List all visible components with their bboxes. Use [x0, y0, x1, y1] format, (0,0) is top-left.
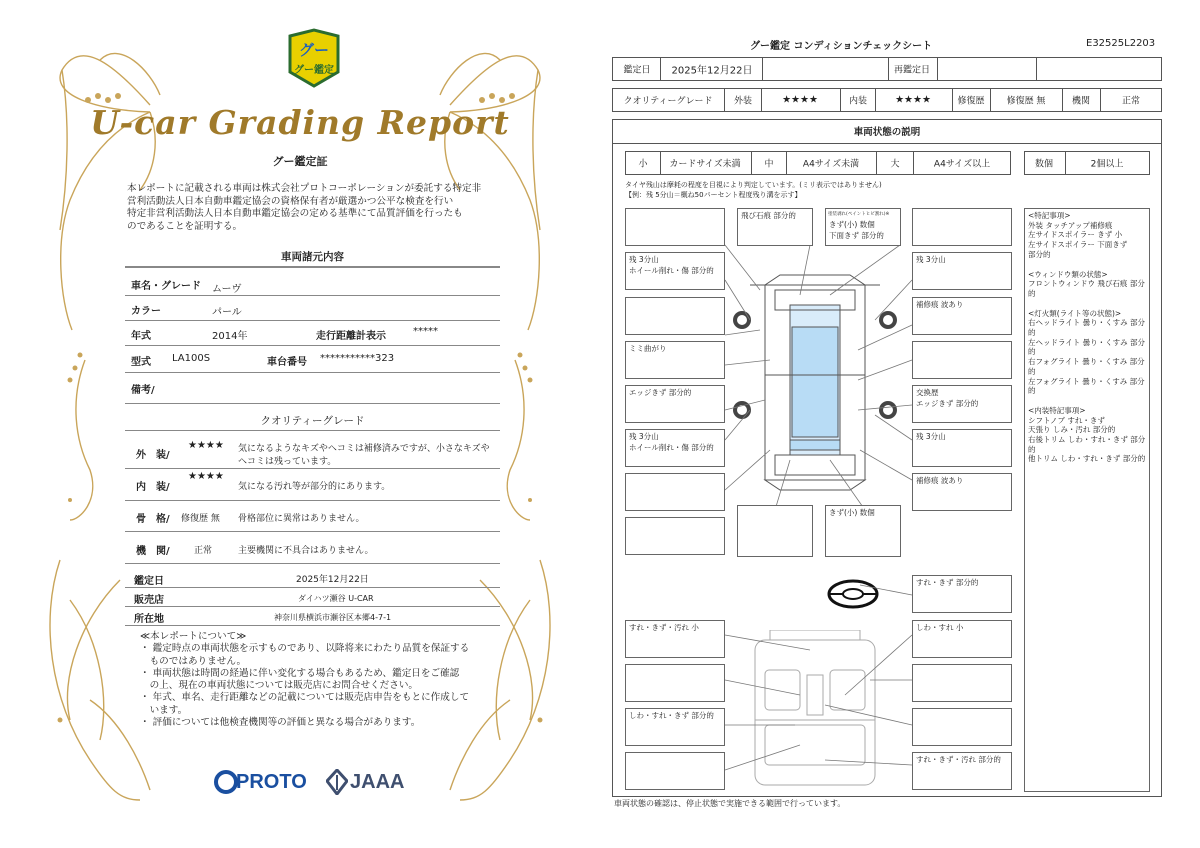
engine-value: 正常	[1121, 96, 1141, 107]
interior-damage-box	[912, 752, 1012, 790]
divider	[125, 372, 500, 373]
exterior-stars: ★★★★	[782, 94, 818, 106]
legend-small: 小	[638, 159, 648, 170]
goo-kantei-logo	[284, 28, 344, 90]
footer-note: 車両状態の確認は、停止状態で実施できる範囲で行っています。	[614, 799, 846, 808]
model-label: 型式	[131, 357, 151, 368]
damage-text: しわ・すれ 小	[916, 623, 964, 632]
divider	[125, 468, 500, 469]
damage-box	[912, 208, 1012, 246]
dealer-label: 販売店	[134, 595, 164, 606]
damage-box	[825, 208, 901, 246]
date-label: 鑑定日	[623, 65, 651, 76]
certificate-text	[127, 183, 507, 233]
svg-text:グー: グー	[298, 41, 330, 59]
damage-text: 残 3分山	[916, 255, 946, 264]
chassis-label: 車台番号	[267, 357, 307, 368]
appraisal-date-label: 鑑定日	[134, 576, 164, 587]
exterior-grade-text: ヘコミは残っています。	[238, 457, 337, 467]
legend-large: 大	[890, 159, 900, 170]
name-label: 車名・グレード	[131, 281, 201, 292]
interior-grade-text: 気になる汚れ等が部分的にあります。	[238, 482, 391, 492]
damage-text: エッジきず 部分的	[916, 399, 979, 408]
certificate-title: グー鑑定証	[272, 155, 328, 168]
damage-text: きず(小) 数個	[829, 220, 875, 229]
divider	[125, 403, 500, 404]
damage-text: すれ・きず・汚れ 小	[629, 623, 699, 632]
certificate-line: のであることを証明する。	[127, 220, 243, 232]
remarks-label: 備考/	[131, 385, 155, 396]
sheet-title: グー鑑定 コンディションチェックシート	[750, 41, 933, 52]
damage-text: しわ・すれ・きず 部分的	[629, 711, 714, 720]
interior-grade-stars: ★★★★	[188, 471, 224, 482]
divider	[125, 430, 500, 431]
note-line: ・ 鑑定時点の車両状態を示すものであり、以降将来にわたり品質を保証する	[140, 643, 470, 655]
jaaa-logo-icon	[326, 769, 348, 795]
damage-box	[625, 517, 725, 555]
damage-text: 残 3分山	[629, 255, 659, 264]
tire-note: タイヤ残山は摩耗の程度を目視により判定しています。(ミリ表示ではありません)	[625, 181, 882, 189]
damage-text: エッジきず 部分的	[629, 388, 692, 397]
grade-section-title: クオリティーグレード	[260, 415, 365, 427]
legend-medium: 中	[764, 159, 774, 170]
reappraisal-date-label: 再鑑定日	[893, 65, 931, 76]
year-label: 年式	[131, 331, 151, 342]
damage-box	[625, 429, 725, 467]
interior-label: 内装	[848, 96, 868, 107]
divider	[125, 625, 500, 626]
legend-count-desc: 2個以上	[1090, 159, 1124, 170]
exterior-grade-stars: ★★★★	[188, 440, 224, 451]
legend-large-desc: A4サイズ以上	[933, 159, 991, 170]
name-value: ムーヴ	[212, 284, 242, 295]
model-value: LA100S	[172, 353, 211, 364]
repair-history-label: 修復歴	[957, 96, 985, 107]
color-value: パール	[212, 307, 242, 318]
note-line: の上、現在の車両状態については販売店にお問合せください。	[140, 680, 419, 692]
engine-grade-label: 機 関/	[136, 546, 170, 557]
engine-grade-text: 主要機関に不具合はありません。	[238, 546, 374, 556]
legend-count: 数個	[1034, 159, 1054, 170]
damage-text: 塗装剥れ(ペイントヒビ割れ)※	[828, 212, 890, 217]
date-value: 2025年12月22日	[671, 65, 753, 77]
exterior-grade-text: 気になるようなキズやヘコミは補修済みですが、小さなキズや	[238, 444, 490, 454]
jaaa-logo: JAAA	[350, 771, 405, 793]
damage-text: 残 3分山	[629, 432, 659, 441]
damage-box	[625, 252, 725, 290]
appraisal-date-value: 2025年12月22日	[296, 575, 369, 585]
engine-label: 機関	[1071, 96, 1091, 107]
damage-text: すれ・きず・汚れ 部分的	[916, 755, 1001, 764]
damage-box	[625, 473, 725, 511]
year-value: 2014年	[212, 331, 248, 342]
condition-title: 車両状態の説明	[853, 127, 921, 138]
mileage-value: *****	[413, 326, 438, 337]
damage-text: 残 3分山	[916, 432, 946, 441]
notes	[140, 631, 500, 729]
interior-damage-box	[625, 664, 725, 702]
special-notes: <特記事項> 外装 タッチアップ補修痕 左サイドスポイラー きず 小 左サイドスポイラー 下面きず 部分的 <ウィンドウ類の状態> フロントウィンドウ 飛び石痕 部分的 <灯火類(ライト等の状態)> 右ヘッドライト 曇り・くすみ 部分的 左ヘッドライト 曇り・くすみ 部分的 右フォグライト 曇り・くすみ 部分的 左フォグライト 曇り・くすみ 部分的 <内装特記事項> シフトノブ すれ・きず 天張り しみ・汚れ 部分的 右後トリム しわ・すれ・きず 部分的 他トリム しわ・すれ・きず 部分的	[1028, 211, 1146, 464]
spec-section-title: 車両諸元内容	[281, 251, 344, 263]
interior-damage-box	[912, 620, 1012, 658]
damage-text: ホイール削れ・傷 部分的	[629, 443, 714, 452]
damage-text: 補修痕 波あり	[916, 476, 964, 485]
damage-box	[625, 385, 725, 423]
exterior-grade-label: 外 装/	[136, 450, 170, 461]
damage-box	[625, 341, 725, 379]
damage-box	[625, 297, 725, 335]
damage-box	[737, 208, 813, 246]
damage-box	[912, 385, 1012, 423]
interior-damage-box	[625, 752, 725, 790]
legend-medium-desc: A4サイズ未満	[802, 159, 860, 170]
damage-text: きず(小) 数個	[829, 508, 875, 517]
tire-example: 【例：残 5分山＝概ね50パーセント程度残り溝を示す】	[625, 191, 802, 199]
damage-box	[737, 505, 813, 557]
interior-damage-box	[625, 620, 725, 658]
mileage-label: 走行距離計表示	[316, 331, 386, 342]
damage-text: 交換歴	[916, 388, 939, 397]
note-line: います。	[140, 704, 188, 716]
color-label: カラー	[131, 306, 161, 317]
exterior-label: 外装	[733, 96, 753, 107]
divider	[125, 531, 500, 532]
quality-grade-label: クオリティーグレード	[623, 96, 713, 107]
divider	[125, 500, 500, 501]
legend-small-desc: カードサイズ未満	[669, 159, 741, 170]
note-line: ・ 車両状態は時間の経過に伴い変化する場合もあるため、鑑定日をご確認	[140, 667, 460, 679]
report-script-title: U-car Grading Report	[90, 103, 510, 142]
damage-text: 下面きず 部分的	[829, 231, 884, 240]
damage-text: ミミ曲がり	[629, 344, 667, 353]
chassis-value: ***********323	[320, 353, 395, 364]
certificate-line: 特定非営利活動法人日本自動車鑑定協会の定める基準にて品質評価を行ったも	[127, 208, 463, 219]
damage-text: すれ・きず 部分的	[916, 578, 979, 587]
divider	[125, 266, 500, 268]
divider	[125, 320, 500, 321]
damage-box	[912, 341, 1012, 379]
damage-text: 飛び石痕 部分的	[741, 211, 796, 220]
divider	[125, 587, 500, 588]
notes-title: ≪本レポートについて≫	[140, 631, 247, 642]
interior-stars: ★★★★	[895, 94, 931, 106]
sheet-id: E32525L2203	[1086, 38, 1156, 49]
damage-box	[825, 505, 901, 557]
divider	[125, 563, 500, 564]
note-line: ・ 評価については他検査機関等の評価と異なる場合があります。	[140, 717, 421, 729]
note-line: ものではありません。	[140, 655, 247, 667]
damage-text: ホイール削れ・傷 部分的	[629, 266, 714, 275]
damage-box	[912, 429, 1012, 467]
divider	[125, 345, 500, 346]
condition-check-sheet	[600, 0, 1200, 848]
damage-box	[625, 208, 725, 246]
address-label: 所在地	[134, 614, 164, 625]
interior-grade-label: 内 装/	[136, 482, 170, 493]
damage-box	[912, 252, 1012, 290]
proto-logo-icon	[214, 770, 238, 794]
address-value: 神奈川県横浜市瀬谷区本郷4-7-1	[274, 613, 392, 622]
frame-grade-text: 骨格部位に異常はありません。	[238, 514, 365, 524]
frame-grade-label: 骨 格/	[136, 514, 170, 525]
damage-box	[912, 473, 1012, 511]
note-line: ・ 年式、車名、走行距離などの記載については販売店申告をもとに作成して	[140, 692, 470, 704]
repair-history-value: 修復歴 無	[1006, 96, 1046, 107]
frame-grade-value: 修復歴 無	[181, 514, 220, 524]
certificate-line: 営利活動法人日本自動車鑑定協会の資格保有者が厳選かつ公平な検査を行い	[127, 195, 454, 207]
interior-damage-box	[912, 708, 1012, 746]
dealer-value: ダイハツ瀬谷 U-CAR	[298, 594, 374, 603]
divider	[612, 143, 1162, 144]
certificate-line: 本レポートに記載される車両は株式会社プロトコーポレーションが委託する特定非	[127, 183, 482, 194]
engine-grade-value: 正常	[194, 546, 213, 556]
damage-box	[912, 297, 1012, 335]
divider	[125, 606, 500, 607]
divider	[125, 295, 500, 296]
proto-logo: PROTO	[236, 771, 307, 793]
svg-text:グー鑑定: グー鑑定	[294, 65, 334, 76]
damage-text: 補修痕 波あり	[916, 300, 964, 309]
interior-damage-box	[912, 664, 1012, 702]
interior-damage-box	[625, 708, 725, 746]
